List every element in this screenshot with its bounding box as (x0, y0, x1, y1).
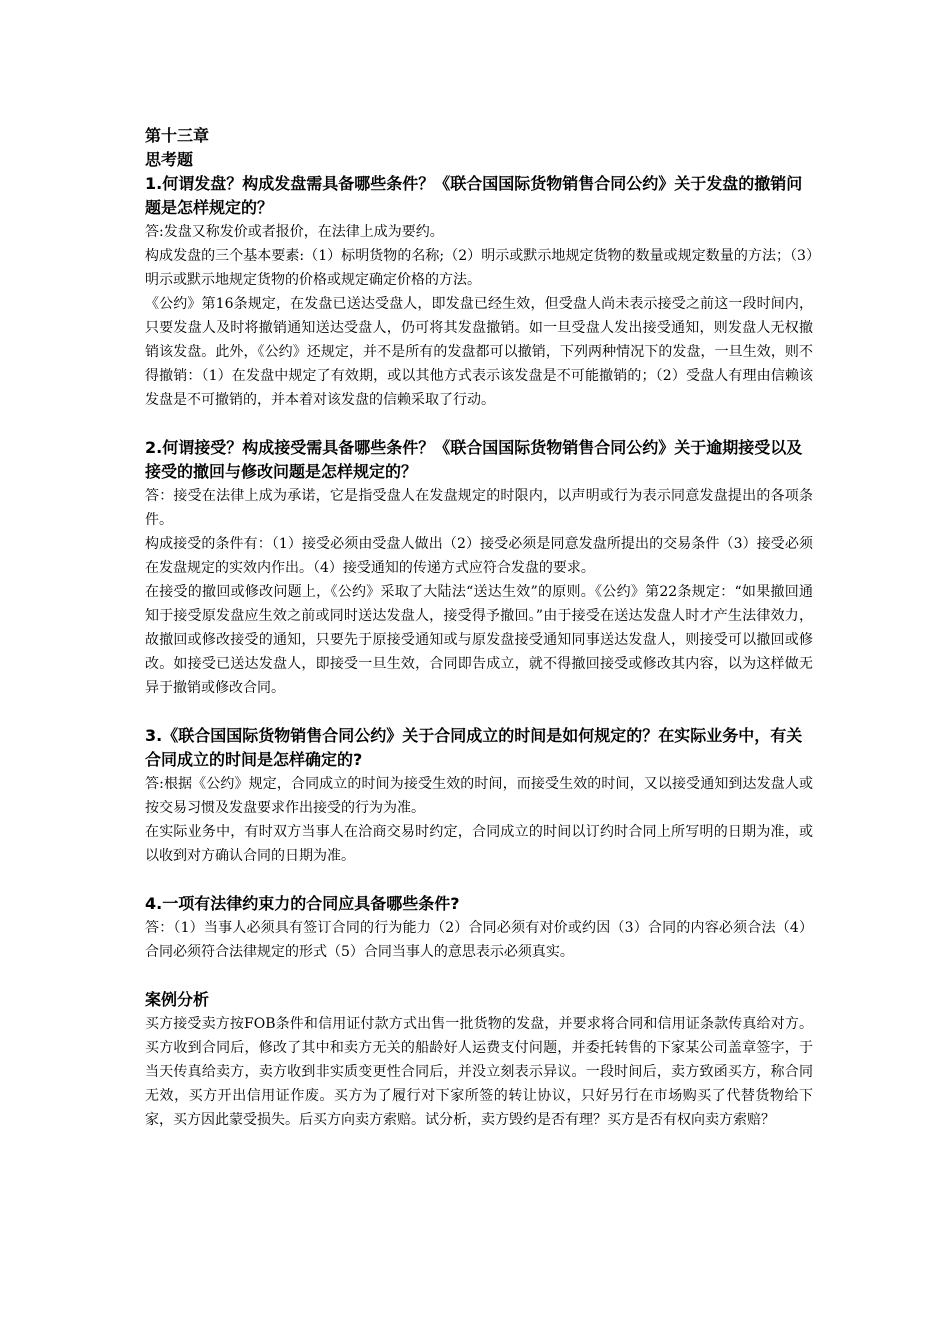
answer-4-paragraph: 答：（1）当事人必须具有签订合同的行为能力（2）合同必须有对价或约因（3）合同的内容必须合法（4）合同必须符合法律规定的形式（5）合同当事人的意思表示必须真实。 (145, 920, 813, 960)
answer-2-paragraph: 答：接受在法律上成为承诺，它是指受盘人在发盘规定的时限内，以声明或行为表示同意发盘提出的各项条件。 (145, 488, 813, 528)
case-analysis-text: 买方接受卖方按FOB条件和信用证付款方式出售一批货物的发盘，并要求将合同和信用证条款传真给对方。买方收到合同后，修改了其中和卖方无关的船龄好人运费支付问题，并委托转售的下家某公司盖章签字，于当天传真给卖方，卖方收到非实质变更性合同后，并没立刻表示异议。一段时间后，卖方致函买方，称合同无效，买方开出信用证作废。买方为了履行对下家所签的转让协议，只好另行在市场购买了代替货物给下家，买方因此蒙受损失。后买方向卖方索赔。试分析，卖方毁约是否有理？买方是否有权向卖方索赔？ (145, 1016, 813, 1128)
answer-3-paragraph: 在实际业务中，有时双方当事人在洽商交易时约定，合同成立的时间以订约时合同上所写明的日期为准，或以收到对方确认合同的日期为准。 (145, 824, 813, 864)
section-title: 思考题 (145, 150, 194, 169)
answer-1-paragraph: 答:发盘又称发价或者报价，在法律上成为要约。 (145, 224, 444, 240)
question-4: 4.一项有法律约束力的合同应具备哪些条件? (145, 894, 460, 913)
answer-1-paragraph: 《公约》第16条规定，在发盘已送达受盘人，即发盘已经生效，但受盘人尚未表示接受之前这一段时间内，只要发盘人及时将撤销通知送达受盘人，仍可将其发盘撤销。如一旦受盘人发出接受通知，则发盘人无权撤销该发盘。此外，《公约》还规定，并不是所有的发盘都可以撤销，下列两种情况下的发盘，一旦生效，则不得撤销：（1）在发盘中规定了有效期，或以其他方式表示该发盘是不可能撤销的；（2）受盘人有理由信赖该发盘是不可撤销的，并本着对该发盘的信赖采取了行动。 (145, 296, 813, 408)
spacer (145, 964, 813, 988)
answer-2-paragraph: 构成接受的条件有：（1）接受必须由受盘人做出（2）接受必须是同意发盘所提出的交易条件（3）接受必须在发盘规定的实效内作出。（4）接受通知的传递方式应符合发盘的要求。 (145, 536, 813, 576)
spacer (145, 412, 813, 436)
document-page (145, 124, 813, 1132)
answer-2-paragraph: 在接受的撤回或修改问题上，《公约》采取了大陆法“送达生效”的原则。《公约》第22条规定：“如果撤回通知于接受原发盘应生效之前或同时送达发盘人，接受得予撤回。”由于接受在送达发盘人时才产生法律效力，故撤回或修改接受的通知，只要先于原接受通知或与原发盘接受通知同事送达发盘人，则接受可以撤回或修改。如接受已送达发盘人，即接受一旦生效，合同即告成立，就不得撤回接受或修改其内容，以为这样做无异于撤销或修改合同。 (145, 584, 813, 696)
chapter-title: 第十三章 (145, 126, 210, 145)
question-3: 3.《联合国国际货物销售合同公约》关于合同成立的时间是如何规定的？在实际业务中，有关合同成立的时间是怎样确定的? (145, 726, 803, 769)
question-1: 1.何谓发盘？构成发盘需具备哪些条件？《联合国国际货物销售合同公约》关于发盘的撤销问题是怎样规定的？ (145, 174, 803, 217)
case-analysis-title: 案例分析 (145, 990, 210, 1009)
spacer (145, 700, 813, 724)
question-2: 2.何谓接受？构成接受需具备哪些条件？《联合国国际货物销售合同公约》关于逾期接受以及接受的撤回与修改问题是怎样规定的？ (145, 438, 803, 481)
answer-3-paragraph: 答:根据《公约》规定，合同成立的时间为接受生效的时间，而接受生效的时间，又以接受通知到达发盘人或按交易习惯及发盘要求作出接受的行为为准。 (145, 776, 813, 816)
spacer (145, 868, 813, 892)
answer-1-paragraph: 构成发盘的三个基本要素:（1）标明货物的名称;（2）明示或默示地规定货物的数量或规定数量的方法；（3）明示或默示地规定货物的价格或规定确定价格的方法。 (145, 248, 813, 288)
